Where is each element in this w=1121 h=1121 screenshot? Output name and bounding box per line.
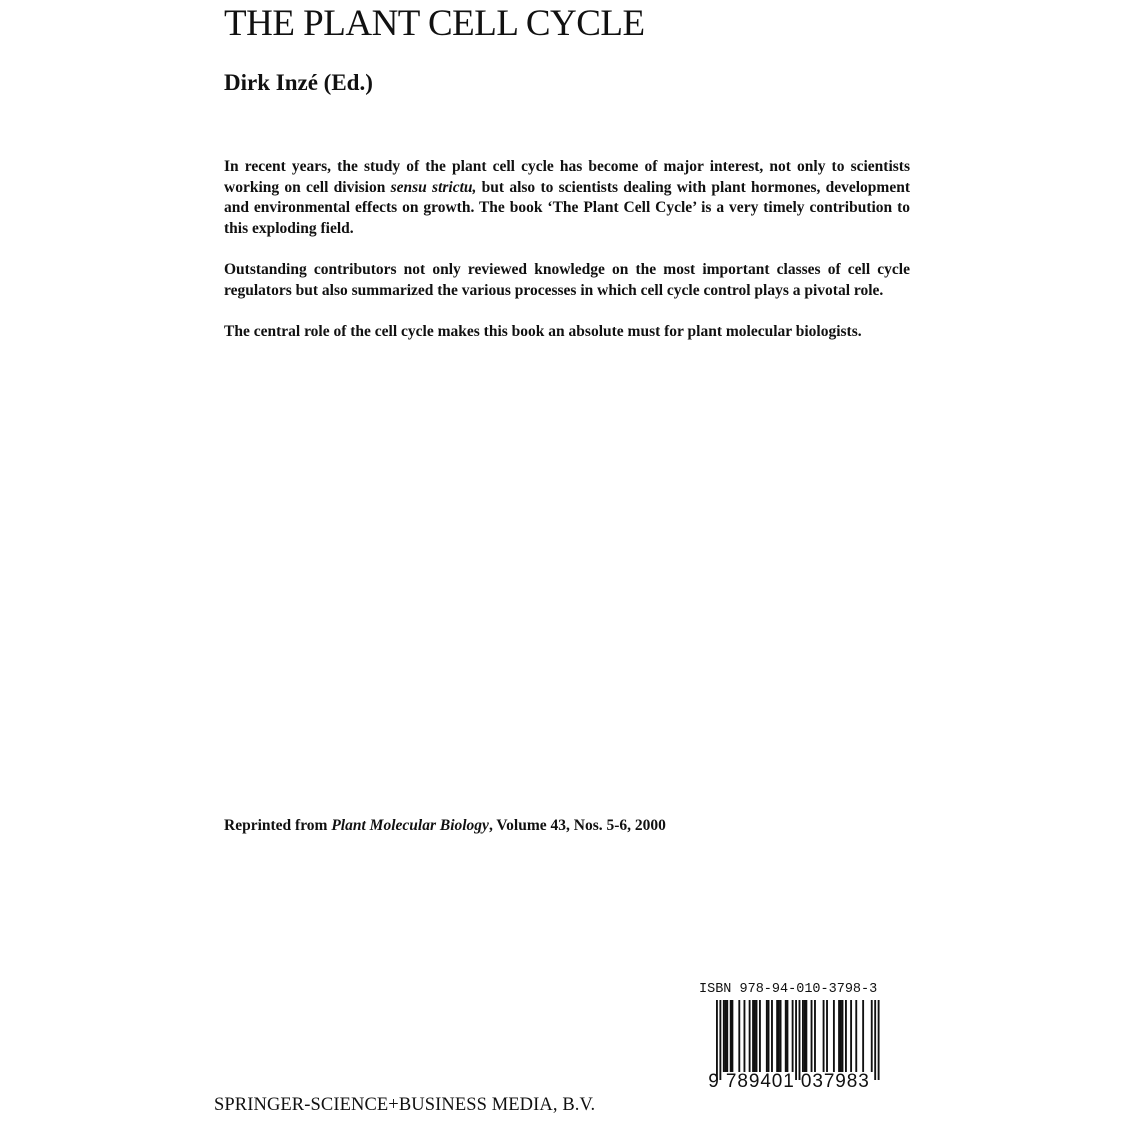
- barcode-bar: [787, 1000, 789, 1072]
- barcode-bar: [833, 1000, 835, 1072]
- description-paragraph-1: [224, 157, 910, 239]
- barcode-bar: [805, 1000, 807, 1072]
- barcode-bar: [850, 1000, 852, 1072]
- barcode-bar: [804, 1000, 806, 1072]
- reprint-journal: Plant Molecular Biology: [331, 817, 489, 834]
- barcode: [698, 1000, 880, 1095]
- description-paragraph-3: The central role of the cell cycle makes this book an absolute must for plant molecular biologists.: [224, 322, 862, 340]
- barcode-bar: [795, 1000, 797, 1080]
- barcode-bar: [780, 1000, 782, 1072]
- barcode-bar: [738, 1000, 740, 1072]
- book-description: [224, 157, 910, 363]
- barcode-bar: [826, 1000, 828, 1072]
- barcode-bar: [874, 1000, 876, 1080]
- barcode-bar: [802, 1000, 804, 1072]
- barcode-bar: [759, 1000, 761, 1072]
- barcode-bar: [754, 1000, 756, 1072]
- barcode-bar: [823, 1000, 825, 1072]
- barcode-bar: [723, 1000, 725, 1072]
- barcode-bar: [749, 1000, 751, 1072]
- description-italic-term: sensu strictu,: [390, 178, 477, 196]
- isbn-label: ISBN 978-94-010-3798-3: [699, 982, 878, 997]
- book-editor: Dirk Inzé (Ed.): [224, 70, 373, 95]
- publisher-name: SPRINGER-SCIENCE+BUSINESS MEDIA, B.V.: [214, 1095, 596, 1115]
- barcode-bar: [862, 1000, 864, 1072]
- description-paragraph-2: Outstanding contributors not only reviewed knowledge on the most important classes of cell cycle regulators but also summarized the various processes in which cell cycle control plays a pivotal role.: [224, 260, 910, 299]
- barcode-bar: [725, 1000, 727, 1072]
- barcode-bar: [842, 1000, 844, 1072]
- barcode-bar: [871, 1000, 873, 1072]
- barcode-bar: [838, 1000, 840, 1072]
- barcode-bar: [716, 1000, 718, 1080]
- barcode-bar: [785, 1000, 787, 1072]
- barcode-bar: [771, 1000, 773, 1072]
- barcode-bar: [752, 1000, 754, 1072]
- description-paragraph-1-end: but also to scientists dealing with plant hormones, development and environmental effects on growth. The book ‘The Plant Cell Cycle’ is a very timely contribution to this exploding field.: [224, 178, 910, 237]
- barcode-bar: [744, 1000, 746, 1072]
- barcode-bar: [726, 1000, 728, 1072]
- barcode-bar: [814, 1000, 816, 1072]
- barcode-bar: [778, 1000, 780, 1072]
- barcode-bar: [768, 1000, 770, 1072]
- barcode-digits: 9 789401 037983: [708, 1071, 870, 1092]
- barcode-bar: [840, 1000, 842, 1072]
- barcode-bar: [731, 1000, 733, 1072]
- barcode-bar: [855, 1000, 857, 1072]
- reprint-note: [224, 817, 666, 835]
- description-paragraph-1-start: In recent years, the study of the plant cell cycle has become of major interest, not only to scientists working on cell division: [224, 158, 910, 196]
- barcode-bar: [878, 1000, 880, 1080]
- barcode-bar: [792, 1000, 794, 1072]
- reprint-prefix: Reprinted from: [224, 817, 332, 834]
- barcode-bar: [799, 1000, 801, 1080]
- barcode-bar: [811, 1000, 813, 1072]
- barcode-bar: [776, 1000, 778, 1072]
- reprint-details: , Volume 43, Nos. 5-6, 2000: [488, 817, 666, 834]
- barcode-bar: [719, 1000, 721, 1080]
- barcode-bar: [845, 1000, 847, 1072]
- barcode-bar: [756, 1000, 758, 1072]
- barcode-bar: [730, 1000, 732, 1072]
- book-title: THE PLANT CELL CYCLE: [224, 3, 645, 44]
- barcode-bar: [766, 1000, 768, 1072]
